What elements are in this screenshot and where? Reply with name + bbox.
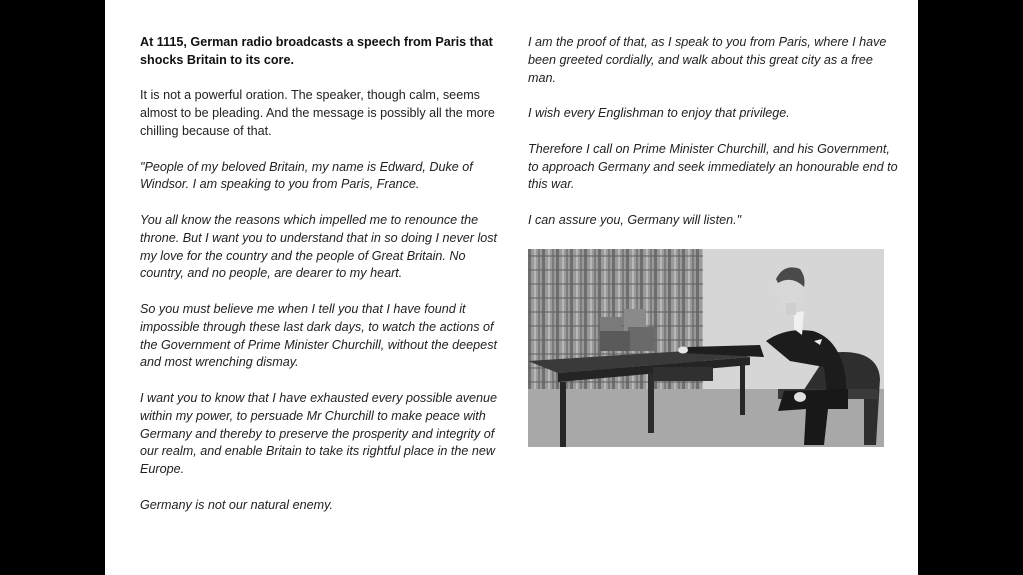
speech-paragraph: I am the proof of that, as I speak to you from Paris, where I have been greeted cordially, and walk about this great city as a free man. [528, 35, 887, 85]
speech-paragraph: "People of my beloved Britain, my name is Edward, Duke of Windsor. I am speaking to you from Paris, France. [140, 159, 473, 192]
speech-paragraph: Therefore I call on Prime Minister Churchill, and his Government, to approach Germany and seek immediately an honourable end to this war. [528, 141, 898, 192]
intro-paragraph: It is not a powerful oration. The speaker, though calm, seems almost to be pleading. And the message is possibly all the more chilling because of that. [140, 88, 495, 138]
speech-paragraph: I want you to know that I have exhausted every possible avenue within my power, to persuade Mr Churchill to make peace with Germany and thereby to preserve the prosperity and integrity of our realm, and enable Britain to take its rightful place in the new Europe. [140, 390, 498, 477]
duke-at-microphone-photo [528, 249, 884, 447]
headline: At 1115, German radio broadcasts a speech from Paris that shocks Britain to its core. [140, 35, 493, 67]
page [105, 0, 918, 575]
left-column [140, 34, 500, 532]
speech-paragraph: I can assure you, Germany will listen." [528, 212, 742, 227]
speech-paragraph: So you must believe me when I tell you that I have found it impossible through these last dark days, to watch the actions of the Government of Prime Minister Churchill, without the deepest and most wrenching dismay. [140, 301, 497, 370]
speech-paragraph: Germany is not our natural enemy. [140, 497, 333, 512]
right-column [528, 34, 898, 248]
speech-paragraph: I wish every Englishman to enjoy that privilege. [528, 106, 790, 121]
speech-paragraph: You all know the reasons which impelled me to renounce the throne. But I want you to understand that in so doing I never lost my love for the country and the people of Great Britain. No country, and no people, are dearer to my heart. [140, 212, 498, 281]
